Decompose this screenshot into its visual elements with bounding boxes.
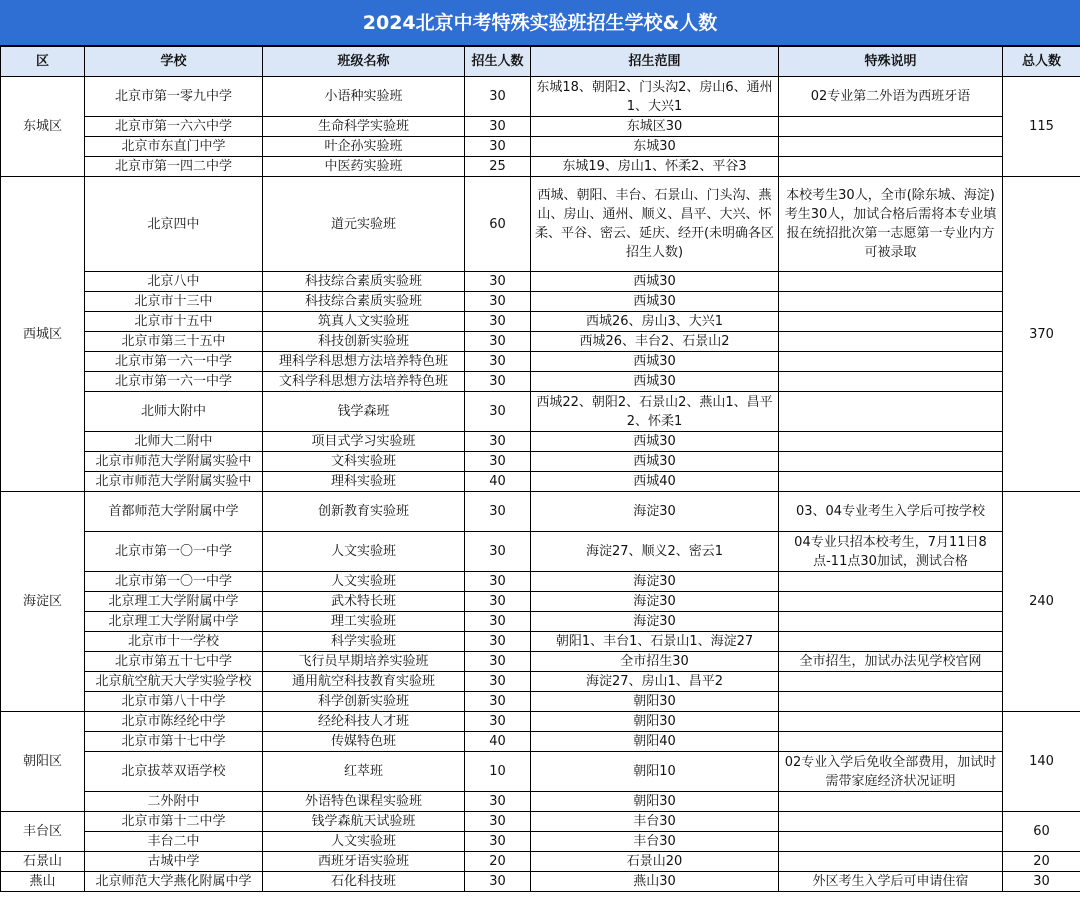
enroll-count-cell: 30 [465, 492, 531, 532]
table-row [1, 312, 1080, 332]
special-note-cell [779, 372, 1003, 392]
class-name-cell: 道元实验班 [263, 177, 465, 272]
enroll-count-cell: 20 [465, 852, 531, 872]
enroll-range-cell: 西城30 [531, 432, 779, 452]
class-name-cell: 外语特色课程实验班 [263, 792, 465, 812]
special-note-cell [779, 432, 1003, 452]
enroll-count-cell: 30 [465, 292, 531, 312]
special-note-cell [779, 732, 1003, 752]
school-cell: 北京市师范大学附属实验中 [85, 452, 263, 472]
table-row [1, 592, 1080, 612]
enroll-range-cell: 西城26、房山3、大兴1 [531, 312, 779, 332]
total-cell: 30 [1003, 872, 1080, 892]
enroll-range-cell: 燕山30 [531, 872, 779, 892]
enroll-range-cell: 海淀30 [531, 492, 779, 532]
header-school: 学校 [85, 47, 263, 77]
school-cell: 古城中学 [85, 852, 263, 872]
class-name-cell: 文科学科思想方法培养特色班 [263, 372, 465, 392]
school-cell: 北京四中 [85, 177, 263, 272]
enroll-count-cell: 30 [465, 652, 531, 672]
table-row [1, 572, 1080, 592]
special-note-cell: 外区考生入学后可申请住宿 [779, 872, 1003, 892]
enroll-range-cell: 海淀30 [531, 612, 779, 632]
enroll-count-cell: 30 [465, 572, 531, 592]
special-note-cell [779, 137, 1003, 157]
enroll-count-cell: 30 [465, 432, 531, 452]
enroll-range-cell: 石景山20 [531, 852, 779, 872]
special-note-cell: 04专业只招本校考生，7月11日8点-11点30加试，测试合格 [779, 532, 1003, 572]
school-cell: 北京市第一零九中学 [85, 77, 263, 117]
school-cell: 北京市第一六一中学 [85, 372, 263, 392]
class-name-cell: 飞行员早期培养实验班 [263, 652, 465, 672]
table-row [1, 672, 1080, 692]
enroll-range-cell: 西城30 [531, 372, 779, 392]
school-cell: 北京理工大学附属中学 [85, 592, 263, 612]
enroll-range-cell: 朝阳10 [531, 752, 779, 792]
enroll-range-cell: 西城、朝阳、丰台、石景山、门头沟、燕山、房山、通州、顺义、昌平、大兴、怀柔、平谷、密云、延庆、经开(未明确各区招生人数) [531, 177, 779, 272]
school-cell: 丰台二中 [85, 832, 263, 852]
table-row [1, 872, 1080, 892]
table-body [1, 77, 1080, 892]
school-cell: 北京理工大学附属中学 [85, 612, 263, 632]
class-name-cell: 科学创新实验班 [263, 692, 465, 712]
special-note-cell: 全市招生，加试办法见学校官网 [779, 652, 1003, 672]
table-row [1, 77, 1080, 117]
enroll-range-cell: 西城30 [531, 272, 779, 292]
enroll-count-cell: 30 [465, 272, 531, 292]
enroll-range-cell: 海淀30 [531, 592, 779, 612]
special-note-cell [779, 832, 1003, 852]
class-name-cell: 通用航空科技教育实验班 [263, 672, 465, 692]
enroll-count-cell: 30 [465, 872, 531, 892]
class-name-cell: 人文实验班 [263, 532, 465, 572]
table-row [1, 632, 1080, 652]
enroll-count-cell: 30 [465, 692, 531, 712]
enroll-count-cell: 30 [465, 137, 531, 157]
special-note-cell [779, 392, 1003, 432]
district-cell: 朝阳区 [1, 712, 85, 812]
header-row [1, 47, 1080, 77]
class-name-cell: 传媒特色班 [263, 732, 465, 752]
table-row [1, 372, 1080, 392]
table-row [1, 832, 1080, 852]
enroll-range-cell: 海淀30 [531, 572, 779, 592]
school-cell: 北京市十三中 [85, 292, 263, 312]
enroll-range-cell: 东城30 [531, 137, 779, 157]
school-cell: 北师大附中 [85, 392, 263, 432]
table-row [1, 292, 1080, 312]
enroll-range-cell: 海淀27、房山1、昌平2 [531, 672, 779, 692]
enroll-count-cell: 30 [465, 77, 531, 117]
class-name-cell: 筑真人文实验班 [263, 312, 465, 332]
enroll-count-cell: 30 [465, 312, 531, 332]
enroll-range-cell: 东城区30 [531, 117, 779, 137]
special-note-cell [779, 632, 1003, 652]
class-name-cell: 理科实验班 [263, 472, 465, 492]
school-cell: 北京市十一学校 [85, 632, 263, 652]
special-note-cell [779, 332, 1003, 352]
enroll-range-cell: 西城30 [531, 292, 779, 312]
class-name-cell: 理工实验班 [263, 612, 465, 632]
table-row [1, 452, 1080, 472]
enroll-range-cell: 朝阳40 [531, 732, 779, 752]
enroll-count-cell: 40 [465, 732, 531, 752]
school-cell: 北京市东直门中学 [85, 137, 263, 157]
enroll-range-cell: 西城40 [531, 472, 779, 492]
table-row [1, 177, 1080, 272]
header-class: 班级名称 [263, 47, 465, 77]
special-note-cell: 03、04专业考生入学后可按学校 [779, 492, 1003, 532]
class-name-cell: 生命科学实验班 [263, 117, 465, 137]
table-row [1, 117, 1080, 137]
table-row [1, 752, 1080, 792]
school-cell: 北京八中 [85, 272, 263, 292]
total-cell: 60 [1003, 812, 1080, 852]
class-name-cell: 中医药实验班 [263, 157, 465, 177]
table-row [1, 352, 1080, 372]
special-note-cell [779, 592, 1003, 612]
school-cell: 二外附中 [85, 792, 263, 812]
header-total: 总人数 [1003, 47, 1080, 77]
enroll-count-cell: 30 [465, 352, 531, 372]
header-range: 招生范围 [531, 47, 779, 77]
enroll-range-cell: 全市招生30 [531, 652, 779, 672]
enroll-count-cell: 30 [465, 812, 531, 832]
enroll-range-cell: 朝阳30 [531, 712, 779, 732]
enroll-count-cell: 30 [465, 592, 531, 612]
class-name-cell: 理科学科思想方法培养特色班 [263, 352, 465, 372]
class-name-cell: 钱学森航天试验班 [263, 812, 465, 832]
header-district: 区 [1, 47, 85, 77]
class-name-cell: 科技综合素质实验班 [263, 272, 465, 292]
enroll-range-cell: 朝阳30 [531, 792, 779, 812]
class-name-cell: 红萃班 [263, 752, 465, 792]
enroll-range-cell: 西城30 [531, 352, 779, 372]
total-cell: 115 [1003, 77, 1080, 177]
school-cell: 北京市第八十中学 [85, 692, 263, 712]
school-cell: 北京市十五中 [85, 312, 263, 332]
district-cell: 东城区 [1, 77, 85, 177]
class-name-cell: 科学实验班 [263, 632, 465, 652]
table-row [1, 332, 1080, 352]
table-row [1, 392, 1080, 432]
school-cell: 北京市第一〇一中学 [85, 572, 263, 592]
special-note-cell [779, 852, 1003, 872]
school-cell: 北京市第一〇一中学 [85, 532, 263, 572]
class-name-cell: 经纶科技人才班 [263, 712, 465, 732]
class-name-cell: 科技综合素质实验班 [263, 292, 465, 312]
school-cell: 北京市师范大学附属实验中 [85, 472, 263, 492]
table-row [1, 692, 1080, 712]
school-cell: 北京市第一六六中学 [85, 117, 263, 137]
school-cell: 北京市第五十七中学 [85, 652, 263, 672]
table-row [1, 812, 1080, 832]
page-title: 2024北京中考特殊实验班招生学校&人数 [0, 0, 1080, 46]
table-row [1, 852, 1080, 872]
enroll-count-cell: 40 [465, 472, 531, 492]
enroll-range-cell: 朝阳1、丰台1、石景山1、海淀27 [531, 632, 779, 652]
special-note-cell [779, 272, 1003, 292]
class-name-cell: 叶企孙实验班 [263, 137, 465, 157]
special-note-cell [779, 712, 1003, 732]
table-row [1, 612, 1080, 632]
district-cell: 石景山 [1, 852, 85, 872]
school-cell: 北京市第一四二中学 [85, 157, 263, 177]
enroll-count-cell: 10 [465, 752, 531, 792]
special-note-cell [779, 157, 1003, 177]
class-name-cell: 西班牙语实验班 [263, 852, 465, 872]
special-note-cell [779, 352, 1003, 372]
special-note-cell: 本校考生30人，全市(除东城、海淀)考生30人，加试合格后需将本专业填报在统招批次第一志愿第一专业内方可被录取 [779, 177, 1003, 272]
district-cell: 丰台区 [1, 812, 85, 852]
table-row [1, 137, 1080, 157]
special-note-cell: 02专业第二外语为西班牙语 [779, 77, 1003, 117]
enroll-count-cell: 30 [465, 792, 531, 812]
enroll-count-cell: 30 [465, 612, 531, 632]
class-name-cell: 人文实验班 [263, 572, 465, 592]
table-row [1, 792, 1080, 812]
special-note-cell [779, 812, 1003, 832]
enroll-count-cell: 30 [465, 532, 531, 572]
class-name-cell: 文科实验班 [263, 452, 465, 472]
enroll-count-cell: 30 [465, 117, 531, 137]
table-row [1, 472, 1080, 492]
special-note-cell [779, 452, 1003, 472]
special-note-cell [779, 792, 1003, 812]
enroll-range-cell: 丰台30 [531, 832, 779, 852]
school-cell: 北京市第十七中学 [85, 732, 263, 752]
enroll-count-cell: 30 [465, 832, 531, 852]
class-name-cell: 武术特长班 [263, 592, 465, 612]
enroll-count-cell: 30 [465, 392, 531, 432]
special-note-cell [779, 312, 1003, 332]
district-cell: 燕山 [1, 872, 85, 892]
special-note-cell [779, 117, 1003, 137]
class-name-cell: 创新教育实验班 [263, 492, 465, 532]
class-name-cell: 石化科技班 [263, 872, 465, 892]
enroll-count-cell: 30 [465, 332, 531, 352]
enroll-count-cell: 25 [465, 157, 531, 177]
table-row [1, 492, 1080, 532]
table-row [1, 732, 1080, 752]
class-name-cell: 项目式学习实验班 [263, 432, 465, 452]
class-name-cell: 人文实验班 [263, 832, 465, 852]
enroll-count-cell: 30 [465, 712, 531, 732]
enroll-range-cell: 丰台30 [531, 812, 779, 832]
district-cell: 西城区 [1, 177, 85, 492]
special-note-cell: 02专业入学后免收全部费用，加试时需带家庭经济状况证明 [779, 752, 1003, 792]
total-cell: 20 [1003, 852, 1080, 872]
school-cell: 北京市第一六一中学 [85, 352, 263, 372]
enroll-range-cell: 西城22、朝阳2、石景山2、燕山1、昌平2、怀柔1 [531, 392, 779, 432]
class-name-cell: 科技创新实验班 [263, 332, 465, 352]
schools-table [0, 46, 1080, 892]
table-row [1, 432, 1080, 452]
enroll-range-cell: 海淀27、顺义2、密云1 [531, 532, 779, 572]
header-note: 特殊说明 [779, 47, 1003, 77]
total-cell: 140 [1003, 712, 1080, 812]
school-cell: 北师大二附中 [85, 432, 263, 452]
table-row [1, 532, 1080, 572]
school-cell: 首都师范大学附属中学 [85, 492, 263, 532]
school-cell: 北京拔萃双语学校 [85, 752, 263, 792]
special-note-cell [779, 692, 1003, 712]
special-note-cell [779, 292, 1003, 312]
school-cell: 北京市陈经纶中学 [85, 712, 263, 732]
special-note-cell [779, 672, 1003, 692]
table-row [1, 272, 1080, 292]
enroll-range-cell: 西城26、丰台2、石景山2 [531, 332, 779, 352]
special-note-cell [779, 472, 1003, 492]
special-note-cell [779, 612, 1003, 632]
enroll-count-cell: 60 [465, 177, 531, 272]
school-cell: 北京市第十二中学 [85, 812, 263, 832]
total-cell: 370 [1003, 177, 1080, 492]
total-cell: 240 [1003, 492, 1080, 712]
school-cell: 北京市第三十五中 [85, 332, 263, 352]
district-cell: 海淀区 [1, 492, 85, 712]
enroll-count-cell: 30 [465, 672, 531, 692]
school-cell: 北京师范大学燕化附属中学 [85, 872, 263, 892]
enroll-range-cell: 西城30 [531, 452, 779, 472]
table-row [1, 652, 1080, 672]
table-row [1, 712, 1080, 732]
special-note-cell [779, 572, 1003, 592]
enroll-count-cell: 30 [465, 452, 531, 472]
enroll-count-cell: 30 [465, 372, 531, 392]
enroll-range-cell: 东城18、朝阳2、门头沟2、房山6、通州1、大兴1 [531, 77, 779, 117]
enroll-range-cell: 东城19、房山1、怀柔2、平谷3 [531, 157, 779, 177]
school-cell: 北京航空航天大学实验学校 [85, 672, 263, 692]
class-name-cell: 小语种实验班 [263, 77, 465, 117]
header-count: 招生人数 [465, 47, 531, 77]
class-name-cell: 钱学森班 [263, 392, 465, 432]
table-row [1, 157, 1080, 177]
enroll-range-cell: 朝阳30 [531, 692, 779, 712]
enroll-count-cell: 30 [465, 632, 531, 652]
